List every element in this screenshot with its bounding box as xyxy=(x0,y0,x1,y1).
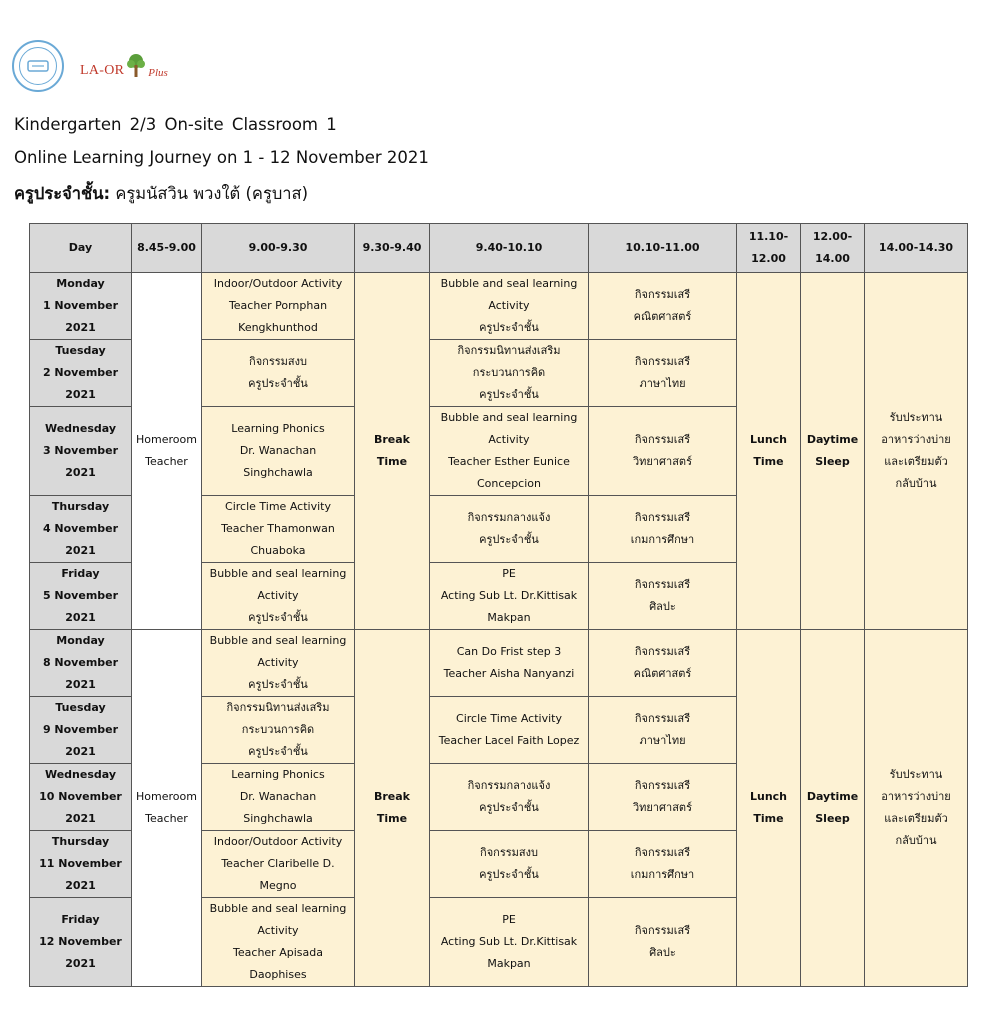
journey-title: Online Learning Journey on 1 - 12 November 2021 xyxy=(14,148,429,167)
activity-1010-cell: กิจกรรมเสรี วิทยาศาสตร์ xyxy=(589,764,737,831)
seal-inner-ring xyxy=(19,47,57,85)
activity-0900-cell: Circle Time Activity Teacher Thamonwan Chuaboka xyxy=(202,496,355,563)
activity-0940-cell: PE Acting Sub Lt. Dr.Kittisak Makpan xyxy=(430,563,589,630)
homeroom-teacher-name: ครูมนัสวิน พวงใต้ (ครูบาส) xyxy=(110,184,309,203)
col-header-1010: 10.10-11.00 xyxy=(589,224,737,273)
activity-1010-cell: กิจกรรมเสรี ศิลปะ xyxy=(589,898,737,987)
activity-0900-cell: กิจกรรมนิทานส่งเสริม กระบวนการคิด ครูประจำชั้น xyxy=(202,697,355,764)
lunch-time-cell: Lunch Time xyxy=(737,273,801,630)
col-header-0940: 9.40-10.10 xyxy=(430,224,589,273)
daytime-sleep-cell: Daytime Sleep xyxy=(801,630,865,987)
homeroom-label: ครูประจำชั้น: xyxy=(14,184,111,203)
activity-0940-cell: กิจกรรมนิทานส่งเสริม กระบวนการคิด ครูประจำชั้น xyxy=(430,340,589,407)
class-title: Kindergarten 2/3 On-site Classroom 1 xyxy=(14,115,337,134)
break-time-cell: Break Time xyxy=(355,273,430,630)
day-cell: Thursday 4 November 2021 xyxy=(30,496,132,563)
table-row xyxy=(30,630,968,697)
activity-1010-cell: กิจกรรมเสรี ภาษาไทย xyxy=(589,340,737,407)
col-header-0930: 9.30-9.40 xyxy=(355,224,430,273)
activity-0940-cell: Bubble and seal learning Activity Teacher Esther Eunice Concepcion xyxy=(430,407,589,496)
activity-0900-cell: Learning Phonics Dr. Wanachan Singhchawla xyxy=(202,764,355,831)
dismissal-cell: รับประทาน อาหารว่างบ่าย และเตรียมตัว กลับบ้าน xyxy=(865,273,968,630)
day-cell: Monday 1 November 2021 xyxy=(30,273,132,340)
activity-0900-cell: กิจกรรมสงบ ครูประจำชั้น xyxy=(202,340,355,407)
activity-0940-cell: กิจกรรมกลางแจ้ง ครูประจำชั้น xyxy=(430,764,589,831)
logo-bar xyxy=(12,40,168,92)
homeroom-cell: Homeroom Teacher xyxy=(132,273,202,630)
day-cell: Thursday 11 November 2021 xyxy=(30,831,132,898)
daytime-sleep-cell: Daytime Sleep xyxy=(801,273,865,630)
homeroom-teacher-line xyxy=(14,181,308,207)
table-row xyxy=(30,273,968,340)
header-row xyxy=(30,224,968,273)
activity-0940-cell: PE Acting Sub Lt. Dr.Kittisak Makpan xyxy=(430,898,589,987)
activity-1010-cell: กิจกรรมเสรี ภาษาไทย xyxy=(589,697,737,764)
activity-0940-cell: Circle Time Activity Teacher Lacel Faith Lopez xyxy=(430,697,589,764)
activity-0900-cell: Indoor/Outdoor Activity Teacher Pornphan Kengkhunthod xyxy=(202,273,355,340)
activity-0940-cell: กิจกรรมกลางแจ้ง ครูประจำชั้น xyxy=(430,496,589,563)
day-cell: Friday 5 November 2021 xyxy=(30,563,132,630)
activity-1010-cell: กิจกรรมเสรี เกมการศึกษา xyxy=(589,496,737,563)
activity-0900-cell: Bubble and seal learning Activity ครูประจำชั้น xyxy=(202,630,355,697)
lunch-time-cell: Lunch Time xyxy=(737,630,801,987)
activity-1010-cell: กิจกรรมเสรี คณิตศาสตร์ xyxy=(589,273,737,340)
homeroom-cell: Homeroom Teacher xyxy=(132,630,202,987)
col-header-1200: 12.00- 14.00 xyxy=(801,224,865,273)
col-header-0900: 9.00-9.30 xyxy=(202,224,355,273)
col-header-day: Day xyxy=(30,224,132,273)
activity-0900-cell: Bubble and seal learning Activity Teacher Apisada Daophises xyxy=(202,898,355,987)
activity-0940-cell: Bubble and seal learning Activity ครูประจำชั้น xyxy=(430,273,589,340)
day-cell: Monday 8 November 2021 xyxy=(30,630,132,697)
day-cell: Tuesday 9 November 2021 xyxy=(30,697,132,764)
school-seal-logo xyxy=(12,40,64,92)
day-cell: Wednesday 10 November 2021 xyxy=(30,764,132,831)
day-cell: Friday 12 November 2021 xyxy=(30,898,132,987)
day-cell: Wednesday 3 November 2021 xyxy=(30,407,132,496)
activity-1010-cell: กิจกรรมเสรี เกมการศึกษา xyxy=(589,831,737,898)
seal-emblem-icon xyxy=(27,59,49,73)
break-time-cell: Break Time xyxy=(355,630,430,987)
activity-0900-cell: Indoor/Outdoor Activity Teacher Claribelle D. Megno xyxy=(202,831,355,898)
col-header-1110: 11.10- 12.00 xyxy=(737,224,801,273)
activity-1010-cell: กิจกรรมเสรี คณิตศาสตร์ xyxy=(589,630,737,697)
activity-1010-cell: กิจกรรมเสรี วิทยาศาสตร์ xyxy=(589,407,737,496)
tree-icon xyxy=(126,53,146,79)
activity-0940-cell: Can Do Frist step 3 Teacher Aisha Nanyanzi xyxy=(430,630,589,697)
brand-plus-text: Plus xyxy=(148,67,168,79)
activity-1010-cell: กิจกรรมเสรี ศิลปะ xyxy=(589,563,737,630)
schedule-table xyxy=(29,223,968,987)
activity-0900-cell: Learning Phonics Dr. Wanachan Singhchawla xyxy=(202,407,355,496)
day-cell: Tuesday 2 November 2021 xyxy=(30,340,132,407)
col-header-0845: 8.45-9.00 xyxy=(132,224,202,273)
dismissal-cell: รับประทาน อาหารว่างบ่าย และเตรียมตัว กลับบ้าน xyxy=(865,630,968,987)
col-header-1400: 14.00-14.30 xyxy=(865,224,968,273)
brand-text: LA-OR xyxy=(80,63,125,78)
activity-0900-cell: Bubble and seal learning Activity ครูประจำชั้น xyxy=(202,563,355,630)
activity-0940-cell: กิจกรรมสงบ ครูประจำชั้น xyxy=(430,831,589,898)
la-or-plus-logo xyxy=(80,53,168,79)
